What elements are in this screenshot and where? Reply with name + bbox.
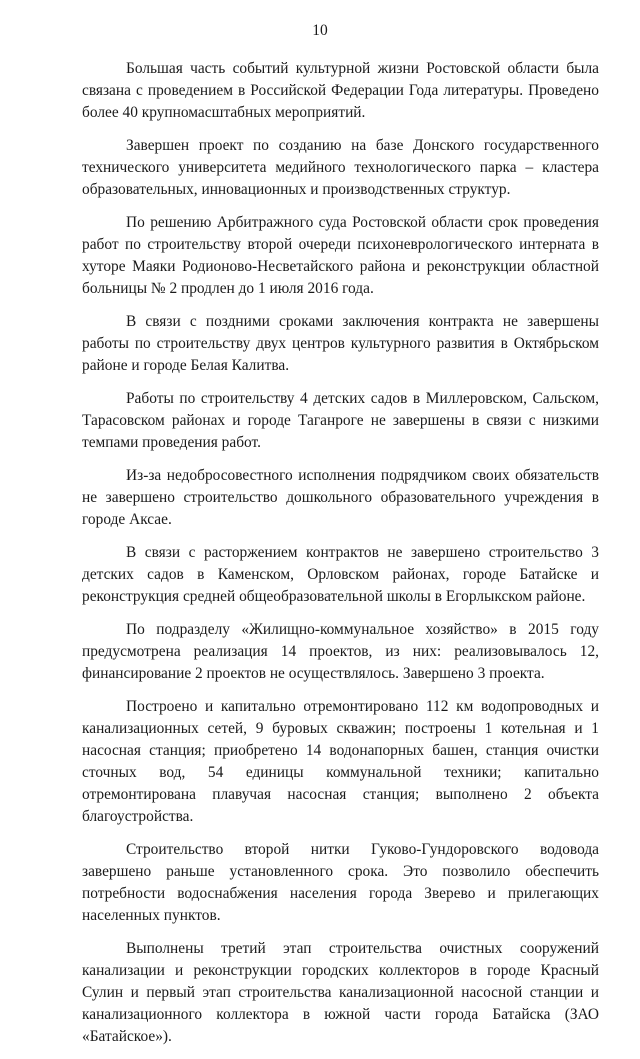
paragraph-sewage-stages: Выполнены третий этап строительства очистных сооружений канализации и реконструкции городских коллекторов в городе Красный Сулин и первый этап строительства канализационной насосной станции и канализационного коллектора в южной части города Батайска (ЗАО «Батайское»). xyxy=(82,940,599,1045)
paragraph-media-park: Завершен проект по созданию на базе Донского государственного технического университета медийного технологического парка – кластера образовательных, инновационных и производственных структур. xyxy=(82,137,599,198)
paragraph-culture-centers: В связи с поздними сроками заключения контракта не завершены работы по строительству двух центров культурного развития в Октябрьском районе и городе Белая Калитва. xyxy=(82,313,599,374)
paragraph-aksay: Из-за недобросовестного исполнения подрядчиком своих обязательств не завершено строительство дошкольного образовательного учреждения в городе Аксае. xyxy=(82,467,599,528)
paragraph-kindergartens: Работы по строительству 4 детских садов в Миллеровском, Сальском, Тарасовском районах и городе Таганроге не завершены в связи с низкими темпами проведения работ. xyxy=(82,390,599,451)
paragraph-court-decision: По решению Арбитражного суда Ростовской области срок проведения работ по строительству второй очереди психоневрологического интерната в хуторе Маяки Родионово-Несветайского района и реконструкции областной больницы № 2 продлен до 1 июля 2016 года. xyxy=(82,214,599,297)
paragraph-housing-utilities: По подразделу «Жилищно-коммунальное хозяйство» в 2015 году предусмотрена реализация 14 проектов, из них: реализовывалось 12, финансирование 2 проектов не осуществлялось. Завершено 3 проекта. xyxy=(82,621,599,682)
paragraph-networks-built: Построено и капитально отремонтировано 112 км водопроводных и канализационных сетей, 9 буровых скважин; построены 1 котельная и 1 насосная станция; приобретено 14 водонапорных башен, станция очистки сточных вод, 54 единицы коммунальной техники; капитально отремонтирована плавучая насосная станция; выполнено 2 объекта благоустройства. xyxy=(82,698,599,825)
paragraph-literature-year: Большая часть событий культурной жизни Ростовской области была связана с проведением в Российской Федерации Года литературы. Проведено более 40 крупномасштабных мероприятий. xyxy=(82,60,599,121)
paragraph-water-pipeline: Строительство второй нитки Гуково-Гундоровского водовода завершено раньше установленного срока. Это позволило обеспечить потребности водоснабжения населения города Зверево и прилегающих населенных пунктов. xyxy=(82,841,599,924)
document-body xyxy=(82,58,599,1059)
page-number: 10 xyxy=(312,22,328,39)
paragraph-contract-termination: В связи с расторжением контрактов не завершено строительство 3 детских садов в Каменском, Орловском районах, городе Батайске и реконструкция средней общеобразовательной школы в Егорлыкском районе. xyxy=(82,544,599,605)
